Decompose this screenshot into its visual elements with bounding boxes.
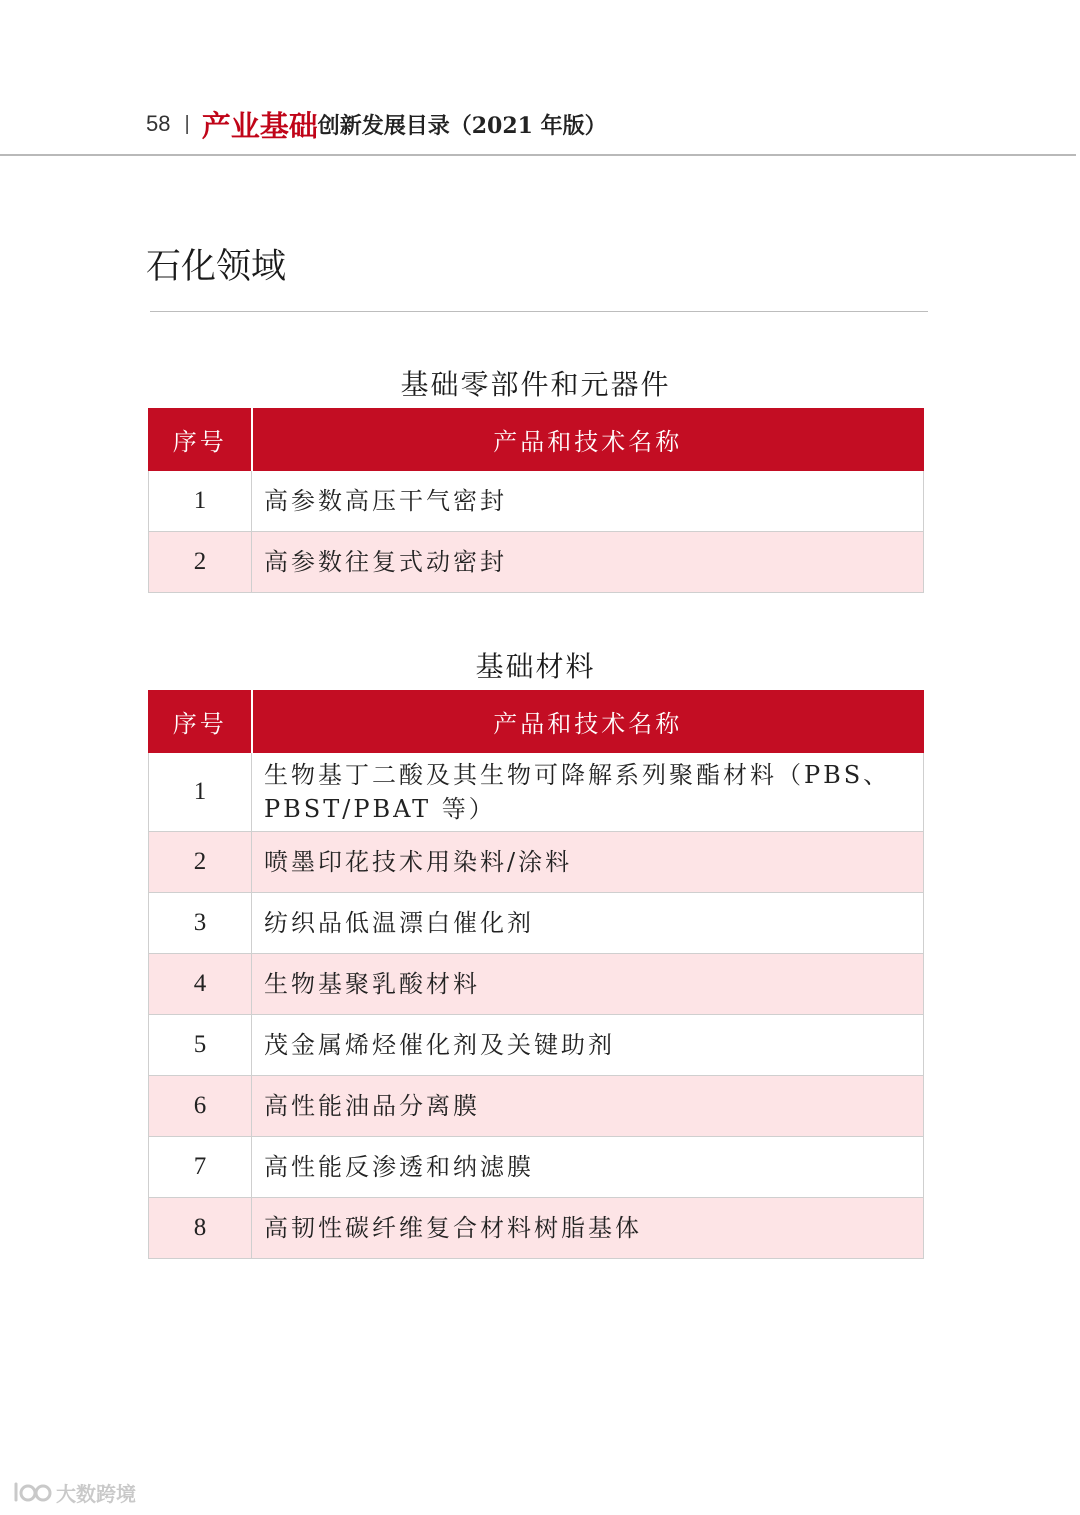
row-name: 高性能反渗透和纳滤膜 [252,1137,924,1198]
running-header [146,104,607,144]
table-row [149,954,924,1015]
table-row [149,471,924,532]
row-name: 高参数往复式动密封 [252,532,924,593]
row-index: 6 [149,1076,252,1137]
table-row [149,1015,924,1076]
table-row [149,1198,924,1259]
row-name: 喷墨印花技术用染料/涂料 [252,832,924,893]
table-caption: 基础材料 [475,650,596,683]
row-name: 高参数高压干气密封 [252,471,924,532]
row-index: 1 [149,471,252,532]
row-name: 生物基丁二酸及其生物可降解系列聚酯材料（PBS、PBST/PBAT 等） [252,753,924,832]
table-header-row [149,409,924,471]
materials-table-block [148,644,923,1259]
header-divider [0,154,1076,156]
row-index: 3 [149,893,252,954]
row-index: 2 [149,532,252,593]
header-separator: | [184,112,190,135]
table-row [149,1076,924,1137]
section-divider [150,311,928,312]
column-header-index: 序号 [149,409,252,471]
header-title-accent: 产业基础 [201,108,318,143]
page-number: 58 [146,111,171,136]
row-index: 8 [149,1198,252,1259]
row-index: 1 [149,753,252,832]
table-row [149,532,924,593]
row-name: 生物基聚乳酸材料 [252,954,924,1015]
components-table [148,408,924,593]
table-header-row [149,691,924,753]
table-row [149,893,924,954]
header-title-rest: 创新发展目录（2021 年版） [317,112,607,139]
column-header-name: 产品和技术名称 [252,691,924,753]
materials-table [148,690,924,1259]
row-index: 7 [149,1137,252,1198]
row-index: 2 [149,832,252,893]
section-title: 石化领域 [146,247,287,287]
table-row [149,1137,924,1198]
table-row [149,753,924,832]
table-row [149,832,924,893]
row-name: 高韧性碳纤维复合材料树脂基体 [252,1198,924,1259]
watermark [12,1478,136,1507]
table-caption: 基础零部件和元器件 [400,368,671,401]
row-name: 纺织品低温漂白催化剂 [252,893,924,954]
column-header-name: 产品和技术名称 [252,409,924,471]
watermark-text: 大数跨境 [56,1482,136,1506]
column-header-index: 序号 [149,691,252,753]
row-index: 5 [149,1015,252,1076]
row-name: 茂金属烯烃催化剂及关键助剂 [252,1015,924,1076]
components-table-block [148,362,923,593]
brand-logo-icon [12,1480,52,1506]
row-index: 4 [149,954,252,1015]
row-name: 高性能油品分离膜 [252,1076,924,1137]
